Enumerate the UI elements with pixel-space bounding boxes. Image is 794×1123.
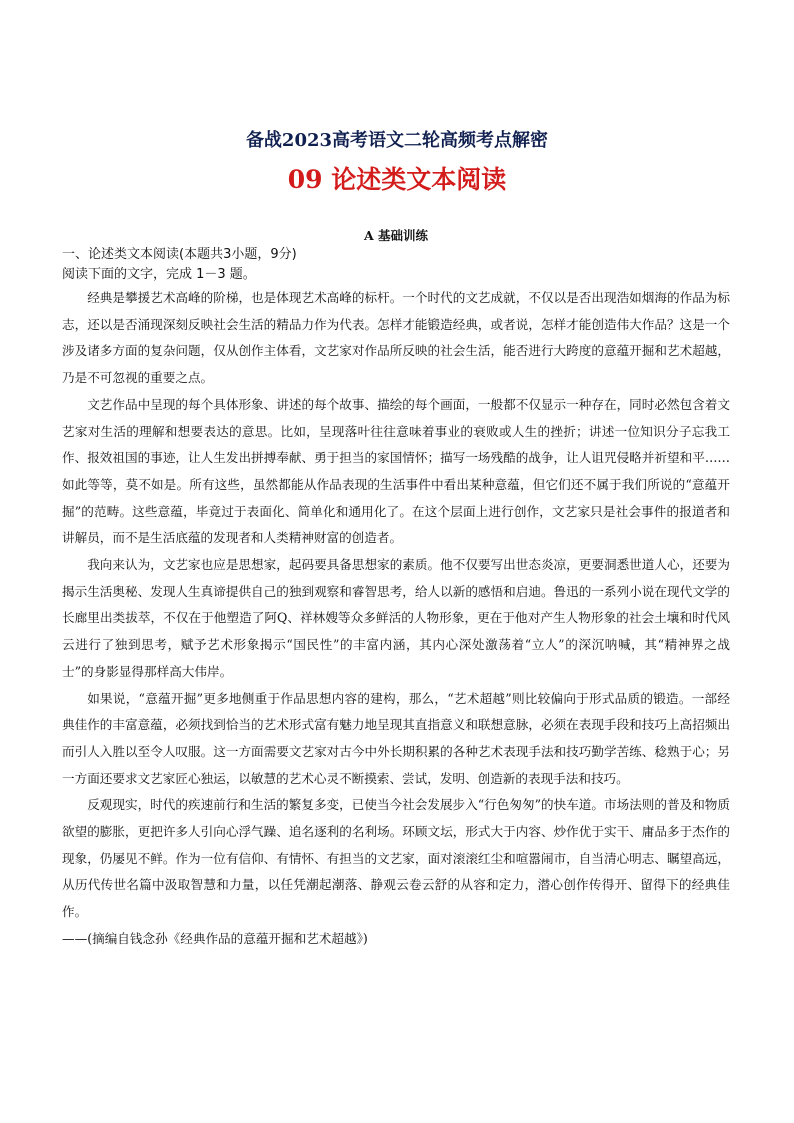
document-title: 备战2023高考语文二轮高频考点解密 [245,130,549,151]
passage-source: ——(摘编自钱念孙《经典作品的意蕴开掘和艺术超越》) [62,930,368,946]
passage-paragraph: 经典是攀援艺术高峰的阶梯，也是体现艺术高峰的标杆。一个时代的文艺成就，不仅以是否出现浩如烟海的作品为标志，还以是否涌现深刻反映社会生活的精品力作为代表。怎样才能锻造经典，或者说，怎样才能创造伟大作品？这是一个涉及诸多方面的复杂问题，仅从创作主体看，文艺家对作品所反映的社会生活，能否进行大跨度的意蕴开掘和艺术超越，乃是不可忽视的重要之点。 [62,290,730,386]
document-body [62,226,730,952]
passage-paragraph: 如果说，“意蕴开掘”更多地侧重于作品思想内容的建构，那么，“艺术超越”则比较偏向于形式品质的锻造。一部经典佳作的丰富意蕴，必须找到恰当的艺术形式富有魅力地呈现其直指意义和联想意脉，必须在表现手段和技巧上高招频出而引人入胜以至令人叹服。这一方面需要文艺家对古今中外长期积累的各种艺术表现手法和技巧勤学苦练、稔熟于心；另一方面还要求文艺家匠心独运，以敏慧的艺术心灵不断摸索、尝试，发明、创造新的表现手法和技巧。 [62,690,730,786]
passage-paragraph: 反观现实，时代的疾速前行和生活的繁复多变，已使当今社会发展步入“行色匆匆”的快车道。市场法则的普及和物质欲望的膨胀，更把许多人引向心浮气躁、追名逐利的名利场。环顾文坛，形式大于内容、炒作优于实干、庸品多于杰作的现象，仍屡见不鲜。作为一位有信仰、有情怀、有担当的文艺家，面对滚滚红尘和喧嚣闹市，自当清心明志、瞩望高远，从历代传世名篇中汲取智慧和力量，以任凭潮起潮落、静观云卷云舒的从容和定力，潜心创作传得开、留得下的经典佳作。 [62,797,730,920]
section-heading: A 基础训练 [363,228,429,243]
document-subtitle: 09 论述类文本阅读 [287,165,507,194]
passage-paragraph: 文艺作品中呈现的每个具体形象、讲述的每个故事、描绘的每个画面，一般都不仅显示一种存在，同时必然包含着文艺家对生活的理解和想要表达的意思。比如，呈现落叶往往意味着事业的衰败或人生的挫折；讲述一位知识分子忘我工作、报效祖国的事迹，让人生发出拼搏奉献、勇于担当的家国情怀；描写一场残酷的战争，让人诅咒侵略并祈望和平……如此等等，莫不如是。所有这些，虽然都能从作品表现的生活事件中看出某种意蕴，但它们还不属于我们所说的“意蕴开掘”的范畴。这些意蕴，毕竟过于表面化、简单化和通用化了。在这个层面上进行创作，文艺家只是社会事件的报道者和讲解员，而不是生活底蕴的发现者和人类精神财富的创造者。 [62,396,730,546]
reading-instruction: 阅读下面的文字，完成 1－3 题。 [62,267,256,282]
passage-paragraph: 我向来认为，文艺家也应是思想家，起码要具备思想家的素质。他不仅要写出世态炎凉，更要洞悉世道人心，还要为揭示生活奥秘、发现人生真谛提供自己的独到观察和睿智思考，给人以新的感悟和启迪。鲁迅的一系列小说在现代文学的长廊里出类拔萃，不仅在于他塑造了阿Q、祥林嫂等众多鲜活的人物形象，更在于他对产生人物形象的社会土壤和时代风云进行了独到思考，赋予艺术形象揭示“国民性”的丰富内涵，其内心深处激荡着“立人”的深沉呐喊，其“精神界之战士”的身影显得那样高大伟岸。 [62,557,730,679]
question-heading: 一、论述类文本阅读(本题共3小题，9分) [62,247,297,262]
